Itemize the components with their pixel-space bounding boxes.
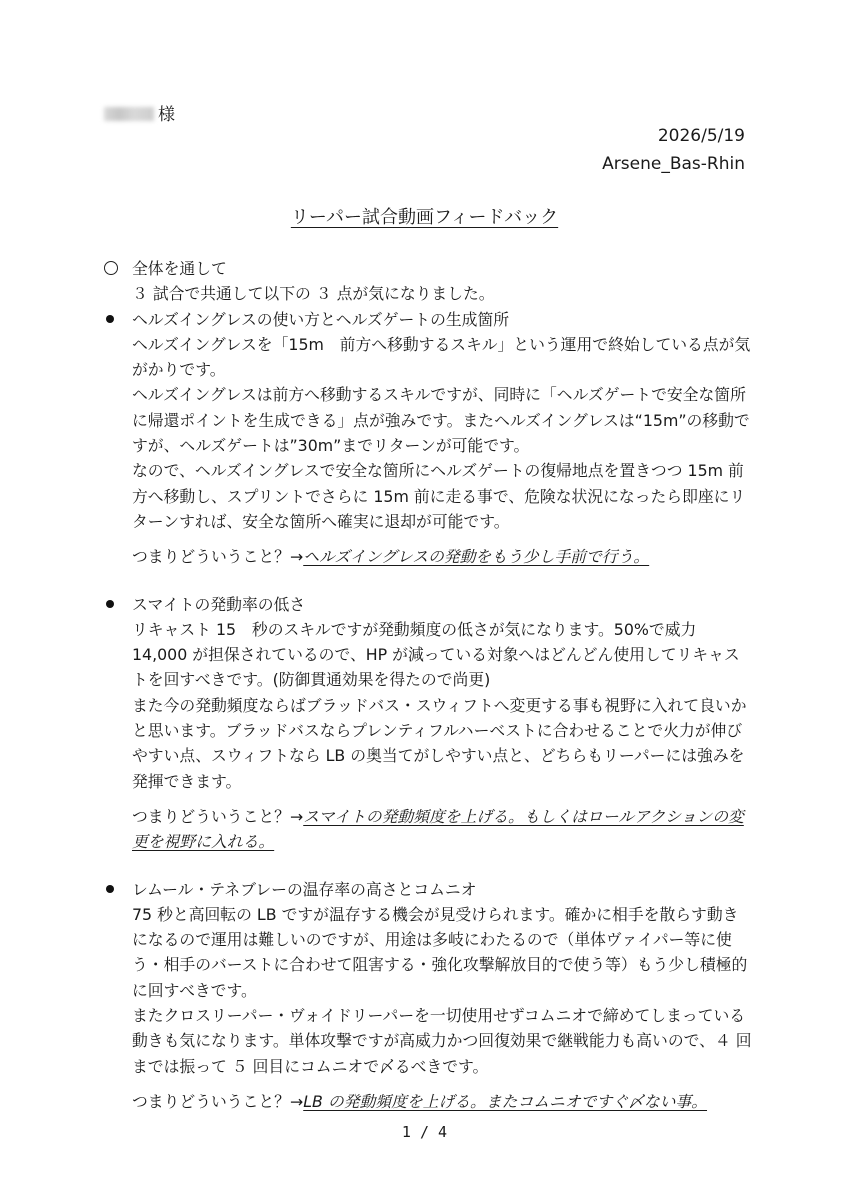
redacted-name: [104, 107, 154, 121]
filled-bullet-icon: [104, 307, 124, 332]
section-paragraph: ３ 試合で共通して以下の ３ 点が気になりました。: [132, 284, 495, 304]
section-smite: [104, 592, 754, 855]
section-paragraph: またクロスリーパー・ヴォイドリーパーを一切使用せずコムニオで締めてしまっている動きも気になります。単体攻撃ですが高威力かつ回復効果で継戦能力も高いので、４ 回までは振って ５ 回目にコムニオで〆るべきです。: [132, 1006, 752, 1076]
section-summary: [132, 544, 754, 569]
summary-answer: ヘルズイングレスの発動をもう少し手前で行う。: [303, 547, 650, 567]
document-title: リーパー試合動画フィードバック: [290, 207, 559, 228]
filled-bullet-icon: [104, 877, 124, 902]
section-paragraph: また今の発動頻度ならばブラッドバス・スウィフトへ変更する事も視野に入れて良いかと思います。ブラッドバスならプレンティフルハーベストに合わせることで火力が伸びやすい点、スウィフトなら LB の奥当てがしやすい点と、どちらもリーパーには強みを発揮できます。: [132, 695, 747, 791]
section-overall: [104, 256, 754, 307]
filled-bullet-icon: [104, 592, 124, 617]
section-paragraph: ヘルズイングレスを「15m 前方へ移動するスキル」という運用で終始している点が気がかりです。: [132, 334, 751, 380]
section-paragraph: 75 秒と高回転の LB ですが温存する機会が見受けられます。確かに相手を散らす動きになるので運用は難しいのですが、用途は多岐にわたるので（単体ヴァイパー等に使う・相手のバーストに合わせて阻害する・強化攻撃解放目的で使う等）もう少し積極的に回すべきです。: [132, 904, 748, 1000]
section-paragraph: なので、ヘルズイングレスで安全な箇所にヘルズゲートの復帰地点を置きつつ 15m 前方へ移動し、スプリントでさらに 15m 前に走る事で、危険な状況になったら即座にリターンすれば、安全な箇所へ確実に退却が可能です。: [132, 461, 746, 531]
hollow-circle-bullet-icon: [104, 256, 124, 281]
section-summary: [132, 1089, 754, 1114]
page-number: 1 / 4: [401, 1123, 448, 1141]
section-heading: レムール・テネブレーの温存率の高さとコムニオ: [132, 879, 477, 899]
recipient-line: [104, 103, 175, 127]
section-summary: [132, 804, 754, 855]
section-heading: ヘルズイングレスの使い方とヘルズゲートの生成箇所: [132, 309, 510, 329]
section-paragraph: リキャスト 15 秒のスキルですが発動頻度の低さが気になります。50%で威力 14,000 が担保されているので、HP が減っている対象へはどんどん使用してリキャストを回すべきです。(防御貫通効果を得たので尚更): [132, 619, 740, 690]
summary-prefix: つまりどういうこと？→: [132, 547, 304, 567]
document-author: Arsene_Bas-Rhin: [602, 154, 745, 174]
summary-prefix: つまりどういうこと？→: [132, 806, 304, 826]
document-date: 2026/5/19: [657, 126, 745, 146]
summary-answer: LB の発動頻度を上げる。またコムニオですぐ〆ない事。: [303, 1091, 708, 1111]
summary-prefix: つまりどういうこと？→: [132, 1091, 304, 1111]
recipient-suffix: 様: [158, 105, 175, 125]
section-hells-ingress: [104, 307, 754, 570]
section-heading: スマイトの発動率の低さ: [132, 594, 306, 614]
section-heading: 全体を通して: [132, 259, 227, 278]
section-lemures-communio: [104, 877, 754, 1115]
section-paragraph: ヘルズイングレスは前方へ移動するスキルですが、同時に「ヘルズゲートで安全な箇所に帰還ポイントを生成できる」点が強みです。またヘルズイングレスは“15m”の移動ですが、ヘルズゲートは”30m”までリターンが可能です。: [132, 385, 750, 456]
summary-answer: スマイトの発動頻度を上げる。もしくはロールアクションの変更を視野に入れる。: [132, 806, 744, 852]
document-body: [104, 256, 754, 1114]
